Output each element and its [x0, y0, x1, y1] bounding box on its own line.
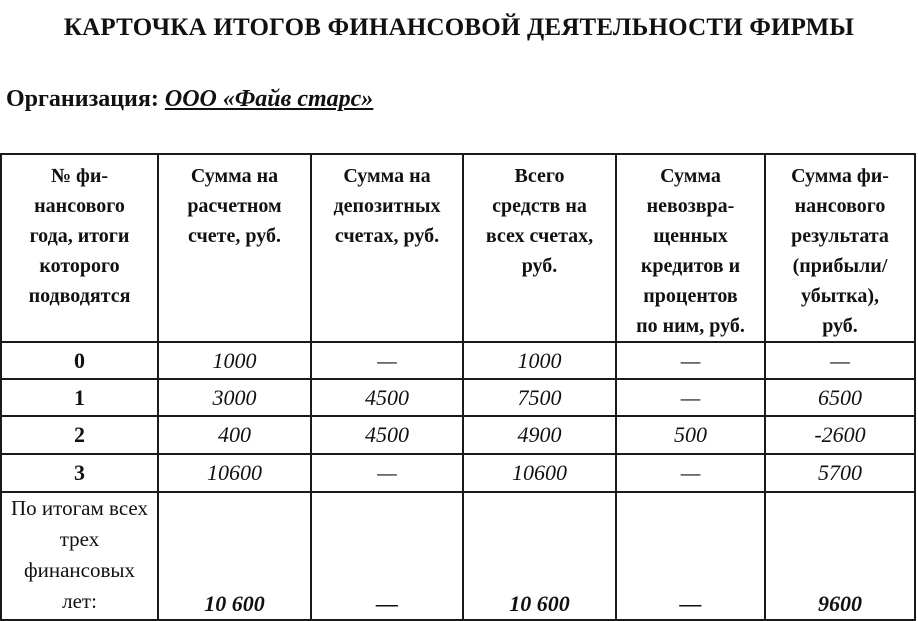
- cell-unpaid-loans: —: [616, 342, 765, 379]
- table-header-row: [1, 154, 915, 342]
- cell-deposit-accounts: —: [311, 454, 463, 492]
- cell-unpaid-loans: —: [616, 454, 765, 492]
- cell-current-account: 1000: [158, 342, 311, 379]
- table-total-row: [1, 492, 915, 620]
- table-row: [1, 416, 915, 454]
- header-current-account: Сумма на расчетном счете, руб.: [158, 154, 311, 342]
- cell-financial-result: -2600: [765, 416, 915, 454]
- organization-name: ООО «Файв старс»: [164, 86, 374, 112]
- cell-financial-result: —: [765, 342, 915, 379]
- total-unpaid-loans: —: [616, 492, 765, 620]
- cell-deposit-accounts: 4500: [311, 416, 463, 454]
- cell-year: 3: [1, 454, 158, 492]
- cell-total-funds: 7500: [463, 379, 616, 416]
- cell-deposit-accounts: —: [311, 342, 463, 379]
- cell-current-account: 400: [158, 416, 311, 454]
- total-financial-result: 9600: [765, 492, 915, 620]
- cell-current-account: 3000: [158, 379, 311, 416]
- cell-year: 2: [1, 416, 158, 454]
- cell-financial-result: 5700: [765, 454, 915, 492]
- total-deposit-accounts: —: [311, 492, 463, 620]
- total-label: По итогам всех трех финансовых лет:: [1, 492, 158, 620]
- cell-year: 1: [1, 379, 158, 416]
- results-table: [0, 153, 916, 621]
- header-year: № фи- нансового года, итоги которого подводятся: [1, 154, 158, 342]
- organization-line: [6, 86, 373, 113]
- total-current-account: 10 600: [158, 492, 311, 620]
- organization-label: Организация:: [6, 86, 159, 112]
- cell-total-funds: 1000: [463, 342, 616, 379]
- cell-total-funds: 4900: [463, 416, 616, 454]
- cell-financial-result: 6500: [765, 379, 915, 416]
- header-unpaid-loans: Сумма невозвра- щенных кредитов и процентов по ним, руб.: [616, 154, 765, 342]
- header-total-funds: Всего средств на всех счетах, руб.: [463, 154, 616, 342]
- cell-deposit-accounts: 4500: [311, 379, 463, 416]
- table-row: [1, 342, 915, 379]
- total-total-funds: 10 600: [463, 492, 616, 620]
- cell-year: 0: [1, 342, 158, 379]
- cell-unpaid-loans: 500: [616, 416, 765, 454]
- cell-total-funds: 10600: [463, 454, 616, 492]
- table-row: [1, 379, 915, 416]
- header-financial-result: Сумма фи- нансового результата (прибыли/ убытка), руб.: [765, 154, 915, 342]
- page-title: КАРТОЧКА ИТОГОВ ФИНАНСОВОЙ ДЕЯТЕЛЬНОСТИ ФИРМЫ: [63, 14, 855, 41]
- cell-current-account: 10600: [158, 454, 311, 492]
- cell-unpaid-loans: —: [616, 379, 765, 416]
- table-row: [1, 454, 915, 492]
- header-deposit-accounts: Сумма на депозитных счетах, руб.: [311, 154, 463, 342]
